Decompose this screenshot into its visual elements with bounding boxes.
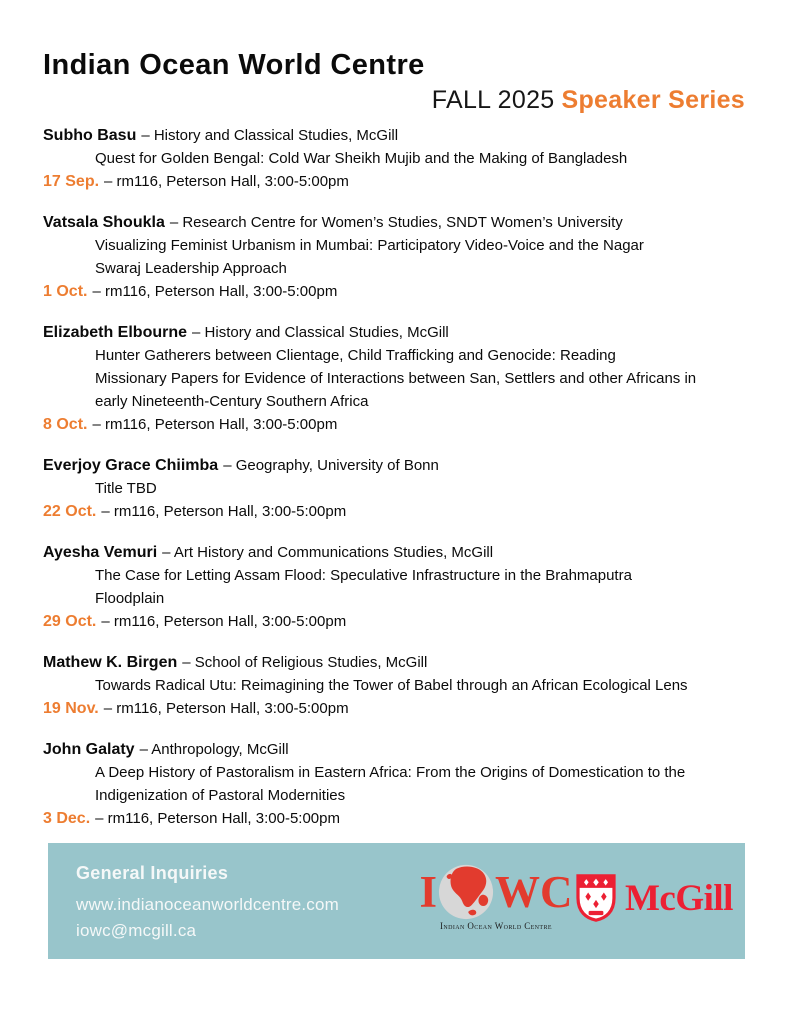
talk-title-line: Towards Radical Utu: Reimagining the Tower of Babel through an African Ecological Lens xyxy=(95,677,688,694)
event-venue: – rm116, Peterson Hall, 3:00-5:00pm xyxy=(95,810,340,827)
talk-title xyxy=(95,477,747,500)
event-header-line xyxy=(43,651,755,674)
event-date: 29 Oct. xyxy=(43,613,97,630)
talk-title-line: Swaraj Leadership Approach xyxy=(95,260,287,277)
mcgill-logo xyxy=(575,874,733,922)
event-header-line xyxy=(43,321,755,344)
website-link[interactable]: www.indianoceanworldcentre.com xyxy=(76,895,340,914)
event-when-line xyxy=(43,500,755,523)
talk-title-line: Visualizing Feminist Urbanism in Mumbai: Participatory Video-Voice and the Nagar xyxy=(95,237,644,254)
event-when-line xyxy=(43,807,755,830)
event-venue: – rm116, Peterson Hall, 3:00-5:00pm xyxy=(101,503,347,520)
speaker-affiliation: – Art History and Communications Studies, McGill xyxy=(162,544,494,561)
event-date: 22 Oct. xyxy=(43,503,97,520)
event-date: 19 Nov. xyxy=(43,700,99,717)
talk-title-line: The Case for Letting Assam Flood: Speculative Infrastructure in the Brahmaputra xyxy=(95,567,632,584)
event-venue: – rm116, Peterson Hall, 3:00-5:00pm xyxy=(104,173,349,190)
talk-title xyxy=(95,564,747,610)
event-venue: – rm116, Peterson Hall, 3:00-5:00pm xyxy=(103,700,349,717)
event-when-line xyxy=(43,170,755,193)
event-venue: – rm116, Peterson Hall, 3:00-5:00pm xyxy=(92,416,338,433)
talk-title xyxy=(95,761,747,807)
iowc-logo-row xyxy=(418,864,574,920)
event-header-line xyxy=(43,738,755,761)
speaker-name: Mathew K. Birgen xyxy=(43,654,178,671)
footer-contact-band xyxy=(48,843,745,959)
event-elizabeth-elbourne xyxy=(43,321,755,436)
iowc-logo xyxy=(418,864,574,931)
talk-title xyxy=(95,674,747,697)
event-everjoy-grace-chiimba xyxy=(43,454,755,523)
talk-title-line: Missionary Papers for Evidence of Interactions between San, Settlers and other Africans in xyxy=(95,370,697,387)
contact-heading: General Inquiries xyxy=(76,863,229,883)
speaker-name: Ayesha Vemuri xyxy=(43,544,158,561)
event-mathew-k-birgen xyxy=(43,651,755,720)
talk-title-line: Hunter Gatherers between Clientage, Child Trafficking and Genocide: Reading xyxy=(95,347,616,364)
contact-block xyxy=(76,861,339,944)
event-vatsala-shoukla xyxy=(43,211,755,303)
talk-title xyxy=(95,234,747,280)
event-header-line xyxy=(43,124,755,147)
event-subho-basu xyxy=(43,124,755,193)
speaker-affiliation: – Research Centre for Women’s Studies, SNDT Women’s University xyxy=(169,214,623,231)
iowc-caption: Indian Ocean World Centre xyxy=(440,921,552,931)
event-when-line xyxy=(43,610,755,633)
talk-title-line: Title TBD xyxy=(95,480,157,497)
iowc-letters-wc: WC xyxy=(495,867,573,917)
series-label: Speaker Series xyxy=(561,86,745,114)
globe-icon xyxy=(438,864,494,920)
event-header-line xyxy=(43,454,755,477)
subtitle xyxy=(0,86,745,114)
event-venue: – rm116, Peterson Hall, 3:00-5:00pm xyxy=(92,283,338,300)
talk-title-line: A Deep History of Pastoralism in Eastern Africa: From the Origins of Domestication to the xyxy=(95,764,686,781)
talk-title xyxy=(95,147,747,170)
event-venue: – rm116, Peterson Hall, 3:00-5:00pm xyxy=(101,613,347,630)
speaker-affiliation: – School of Religious Studies, McGill xyxy=(182,654,428,671)
page-title: Indian Ocean World Centre xyxy=(43,49,425,81)
event-header-line xyxy=(43,541,755,564)
speaker-name: Elizabeth Elbourne xyxy=(43,324,188,341)
iowc-letter-i: I xyxy=(419,867,437,917)
event-when-line xyxy=(43,413,755,436)
event-date: 17 Sep. xyxy=(43,173,100,190)
event-list xyxy=(43,124,755,830)
event-date: 3 Dec. xyxy=(43,810,91,827)
mcgill-wordmark: McGill xyxy=(625,877,733,919)
speaker-affiliation: – History and Classical Studies, McGill xyxy=(192,324,449,341)
event-header-line xyxy=(43,211,755,234)
mcgill-shield-icon xyxy=(575,874,617,922)
event-date: 1 Oct. xyxy=(43,283,88,300)
speaker-name: Vatsala Shoukla xyxy=(43,214,165,231)
talk-title-line: Quest for Golden Bengal: Cold War Sheikh Mujib and the Making of Bangladesh xyxy=(95,150,628,167)
speaker-affiliation: – Anthropology, McGill xyxy=(139,741,289,758)
season-text: FALL 2025 xyxy=(431,86,555,114)
talk-title-line: Floodplain xyxy=(95,590,165,607)
speaker-name: John Galaty xyxy=(43,741,135,758)
event-john-galaty xyxy=(43,738,755,830)
talk-title-line: early Nineteenth-Century Southern Africa xyxy=(95,393,369,410)
talk-title-line: Indigenization of Pastoral Modernities xyxy=(95,787,346,804)
event-when-line xyxy=(43,697,755,720)
event-date: 8 Oct. xyxy=(43,416,88,433)
speaker-affiliation: – History and Classical Studies, McGill xyxy=(141,127,399,144)
speaker-affiliation: – Geography, University of Bonn xyxy=(223,457,439,474)
event-ayesha-vemuri xyxy=(43,541,755,633)
speaker-name: Subho Basu xyxy=(43,127,137,144)
email-link[interactable]: iowc@mcgill.ca xyxy=(76,921,197,940)
event-when-line xyxy=(43,280,755,303)
talk-title xyxy=(95,344,747,413)
speaker-name: Everjoy Grace Chiimba xyxy=(43,457,219,474)
